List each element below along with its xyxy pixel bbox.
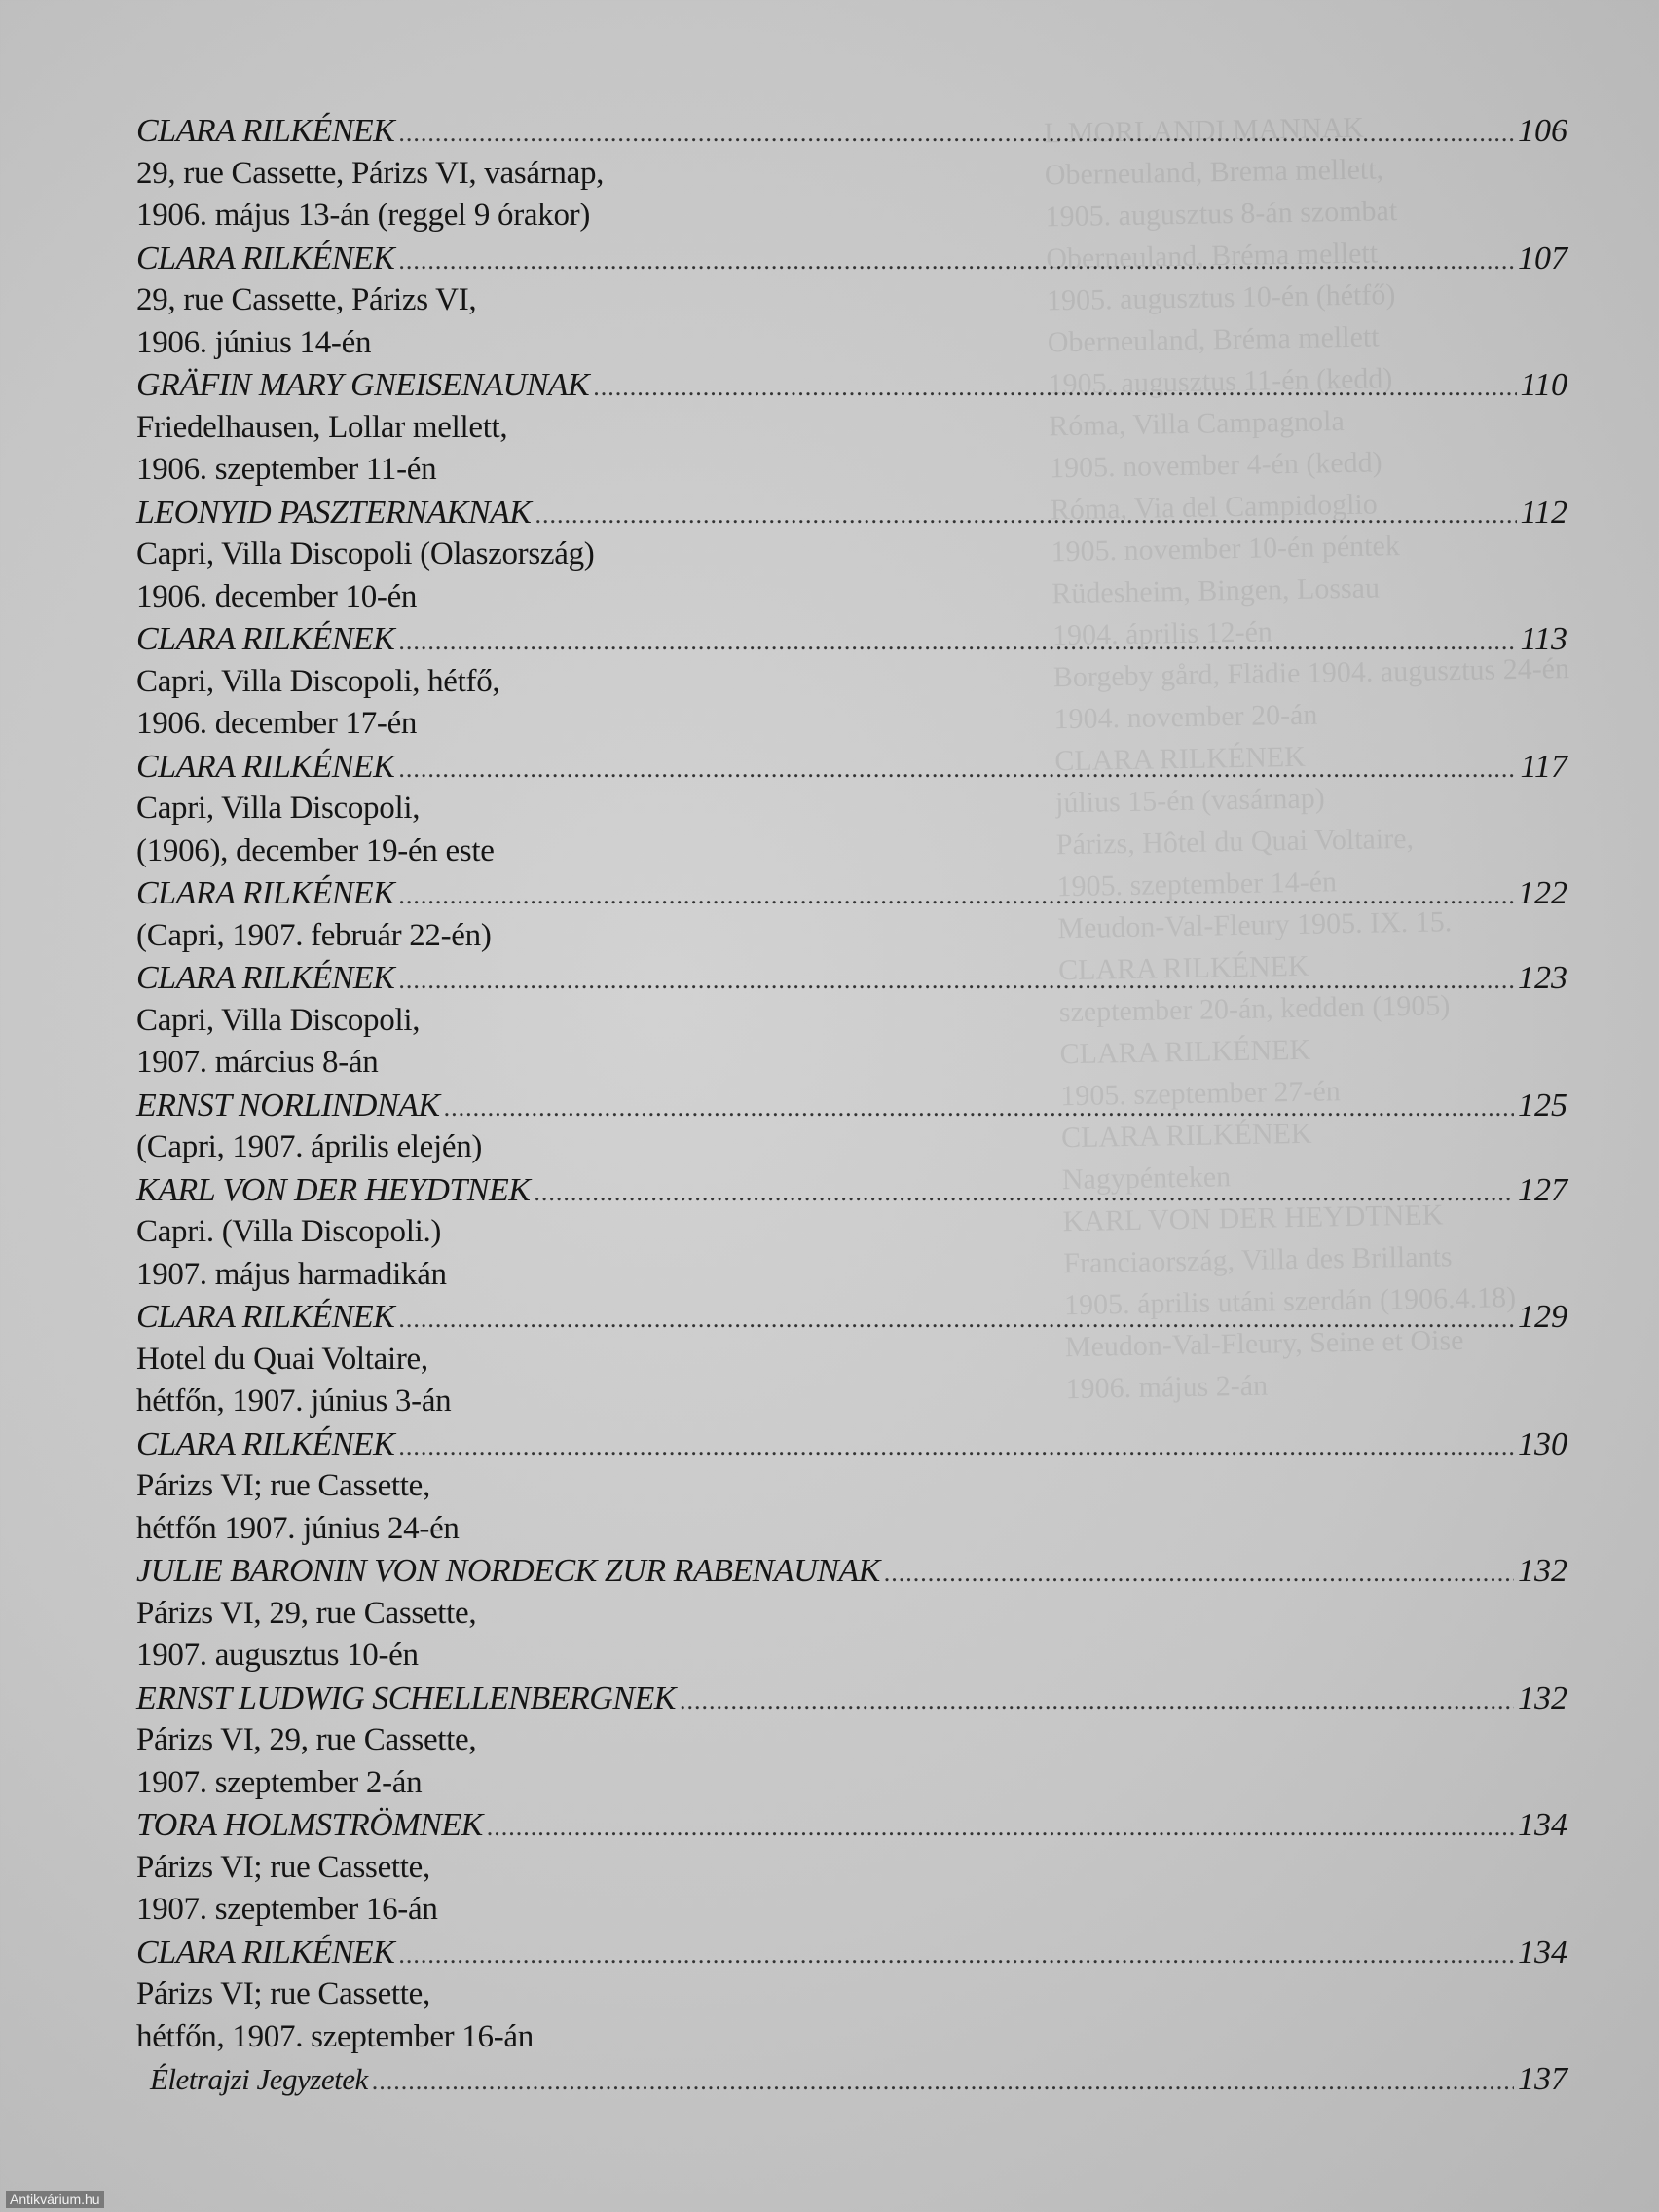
entry-detail: hétfőn, 1907. június 3-án <box>136 1383 452 1419</box>
dot-leader <box>398 112 1514 155</box>
page-number: 130 <box>1518 1425 1567 1462</box>
entry-title: ERNST LUDWIG SCHELLENBERGNEK <box>136 1679 676 1716</box>
entry-detail: 1907. szeptember 2-án <box>136 1764 423 1800</box>
dot-leader <box>444 1087 1514 1129</box>
toc-title-line <box>136 618 1567 661</box>
entry-detail: 1907. március 8-án <box>136 1045 379 1080</box>
toc-entry <box>136 364 1567 492</box>
toc-entry <box>136 1550 1567 1677</box>
toc-title-line <box>136 1423 1567 1466</box>
toc-entry <box>136 872 1567 957</box>
toc-title-line <box>136 110 1567 153</box>
entry-detail: 1906. december 10-én <box>136 578 418 614</box>
entry-detail: Capri, Villa Discopoli, <box>136 1002 421 1038</box>
entry-title: JULIE BARONIN VON NORDECK ZUR RABENAUNAK <box>136 1553 880 1589</box>
dot-leader <box>398 240 1514 282</box>
page-number: 134 <box>1518 1807 1567 1843</box>
entry-title: CLARA RILKÉNEK <box>136 113 395 149</box>
toc-entry <box>136 618 1567 746</box>
entry-detail: 1906. december 17-én <box>136 706 418 741</box>
toc-entry <box>136 1085 1567 1169</box>
page-number: 123 <box>1518 960 1567 996</box>
page-number: 107 <box>1518 240 1567 276</box>
page-number: 117 <box>1520 748 1567 785</box>
toc-title-line <box>136 238 1567 280</box>
page-number: 112 <box>1520 494 1567 531</box>
entry-detail: Capri, Villa Discopoli, hétfő, <box>136 663 500 699</box>
toc-title-line <box>136 1677 1567 1720</box>
entry-title: GRÄFIN MARY GNEISENAUNAK <box>136 367 590 403</box>
table-of-contents <box>136 110 1567 2101</box>
watermark: Antikvárium.hu <box>6 2191 104 2208</box>
entry-title: TORA HOLMSTRÖMNEK <box>136 1807 483 1843</box>
toc-title-line <box>136 1550 1567 1593</box>
toc-title-line <box>136 492 1567 535</box>
dot-leader <box>680 1679 1514 1722</box>
toc-entry <box>136 1296 1567 1423</box>
entry-title: CLARA RILKÉNEK <box>136 875 395 911</box>
entry-detail: 1907. május harmadikán <box>136 1256 447 1292</box>
page-number: 110 <box>1520 367 1567 403</box>
dot-leader <box>593 366 1516 409</box>
toc-entry <box>136 2058 1567 2101</box>
page-number: 127 <box>1518 1171 1567 1208</box>
entry-detail: Párizs VI; rue Cassette, <box>136 1849 430 1885</box>
toc-title-line <box>136 1085 1567 1127</box>
entry-title: CLARA RILKÉNEK <box>136 1425 395 1462</box>
entry-detail: 1906. június 14-én <box>136 324 372 360</box>
bleed-through-text: L MORLANDI MANNAK Oberneuland, Brema mellett, 1905. augusztus 8-án szombat Oberneuland, Bréma mellett 1905. augusztus 10-én (hétfő) Oberneuland, Bréma mellett 1905. augusztus 11-én (kedd) Róma, Villa Campagnola 1905. november 4-én (kedd) Róma, Via del Campidoglio 1905. november 10-én péntek Rüdesheim, Bingen, Lossau 1904. április 12-én Borgeby gård, Flädie 1904. augusztus 24-én 1904. november 20-án CLARA RILKÉNEK július 15-én (vasárnap) Párizs, Hôtel du Quai Voltaire, 1905. szeptember 14-én Meudon-Val-Fleury 1905. IX. 15. CLARA RILKÉNEK szeptember 20-án, kedden (1905) CLARA RILKÉNEK 1905. szeptember 27-én CLARA RILKÉNEK Nagypénteken KARL VON DER HEYDTNEK Franciaország, Villa des Brillants 1905. április utáni szerdán (1906.4.18) Meudon-Val-Fleury, Seine et Oise 1906. május 2-án <box>1043 111 1570 1406</box>
entry-title: Életrajzi Jegyzetek <box>150 2062 368 2096</box>
entry-detail: 29, rue Cassette, Párizs VI, <box>136 282 477 317</box>
toc-title-line <box>136 746 1567 789</box>
entry-title: CLARA RILKÉNEK <box>136 1299 395 1335</box>
dot-leader <box>398 748 1516 791</box>
toc-entry <box>136 746 1567 873</box>
entry-title: ERNST NORLINDNAK <box>136 1087 440 1124</box>
entry-detail: 1907. augusztus 10-én <box>136 1638 419 1673</box>
entry-detail: Hotel du Quai Voltaire, <box>136 1341 428 1377</box>
dot-leader <box>884 1552 1514 1595</box>
dot-leader <box>534 1171 1514 1214</box>
entry-detail: Párizs VI; rue Cassette, <box>136 1468 430 1503</box>
toc-title-line <box>136 1932 1567 1974</box>
entry-title: CLARA RILKÉNEK <box>136 621 395 657</box>
toc-entry <box>136 1932 1567 2059</box>
dot-leader <box>535 494 1516 536</box>
toc-title-line <box>136 1804 1567 1847</box>
entry-detail: Capri, Villa Discopoli, <box>136 791 421 826</box>
page-number: 134 <box>1518 1934 1567 1971</box>
dot-leader <box>398 620 1516 663</box>
toc-entry <box>136 1423 1567 1551</box>
toc-entry <box>136 110 1567 238</box>
dot-leader <box>398 1934 1514 1976</box>
toc-title-line <box>136 1169 1567 1212</box>
entry-title: CLARA RILKÉNEK <box>136 748 395 785</box>
toc-title-line <box>136 957 1567 1000</box>
dot-leader <box>372 2060 1514 2103</box>
dot-leader <box>398 1298 1514 1341</box>
entry-detail: Párizs VI, 29, rue Cassette, <box>136 1595 477 1631</box>
entry-detail: Capri. (Villa Discopoli.) <box>136 1214 442 1249</box>
page-number: 132 <box>1518 1553 1567 1589</box>
toc-title-line <box>136 2058 1567 2101</box>
toc-title-line <box>136 872 1567 915</box>
toc-entry <box>136 1804 1567 1932</box>
entry-detail: Párizs VI; rue Cassette, <box>136 1976 430 2011</box>
page-number: 106 <box>1518 113 1567 149</box>
toc-entry <box>136 238 1567 365</box>
entry-detail: 29, rue Cassette, Párizs VI, vasárnap, <box>136 155 605 191</box>
entry-detail: Párizs VI, 29, rue Cassette, <box>136 1722 477 1757</box>
entry-detail: 1906. május 13-án (reggel 9 órakor) <box>136 198 591 233</box>
toc-title-line <box>136 364 1567 407</box>
page-number: 122 <box>1518 875 1567 911</box>
page-number: 132 <box>1518 1679 1567 1716</box>
entry-detail: Capri, Villa Discopoli (Olaszország) <box>136 536 595 571</box>
dot-leader <box>487 1806 1514 1849</box>
entry-detail: Friedelhausen, Lollar mellett, <box>136 409 508 445</box>
entry-title: CLARA RILKÉNEK <box>136 240 395 276</box>
page-number: 113 <box>1520 621 1567 657</box>
entry-detail: hétfőn 1907. június 24-én <box>136 1510 460 1546</box>
toc-entry <box>136 492 1567 619</box>
dot-leader <box>398 959 1514 1002</box>
page-number: 125 <box>1518 1087 1567 1124</box>
entry-detail: 1907. szeptember 16-án <box>136 1892 438 1927</box>
dot-leader <box>398 1425 1514 1468</box>
entry-title: CLARA RILKÉNEK <box>136 960 395 996</box>
entry-title: LEONYID PASZTERNAKNAK <box>136 494 532 531</box>
toc-title-line <box>136 1296 1567 1339</box>
toc-entry <box>136 1677 1567 1805</box>
dot-leader <box>398 874 1514 917</box>
toc-entry <box>136 1169 1567 1297</box>
entry-detail: (Capri, 1907. február 22-én) <box>136 917 492 953</box>
entry-detail: (Capri, 1907. április elején) <box>136 1129 483 1164</box>
page-number: 137 <box>1518 2061 1567 2097</box>
toc-entry <box>136 957 1567 1085</box>
entry-title: CLARA RILKÉNEK <box>136 1934 395 1971</box>
entry-detail: (1906), december 19-én este <box>136 832 495 868</box>
entry-detail: hétfőn, 1907. szeptember 16-án <box>136 2018 534 2054</box>
page-number: 129 <box>1518 1299 1567 1335</box>
entry-title: KARL VON DER HEYDTNEK <box>136 1171 531 1208</box>
entry-detail: 1906. szeptember 11-én <box>136 452 437 487</box>
